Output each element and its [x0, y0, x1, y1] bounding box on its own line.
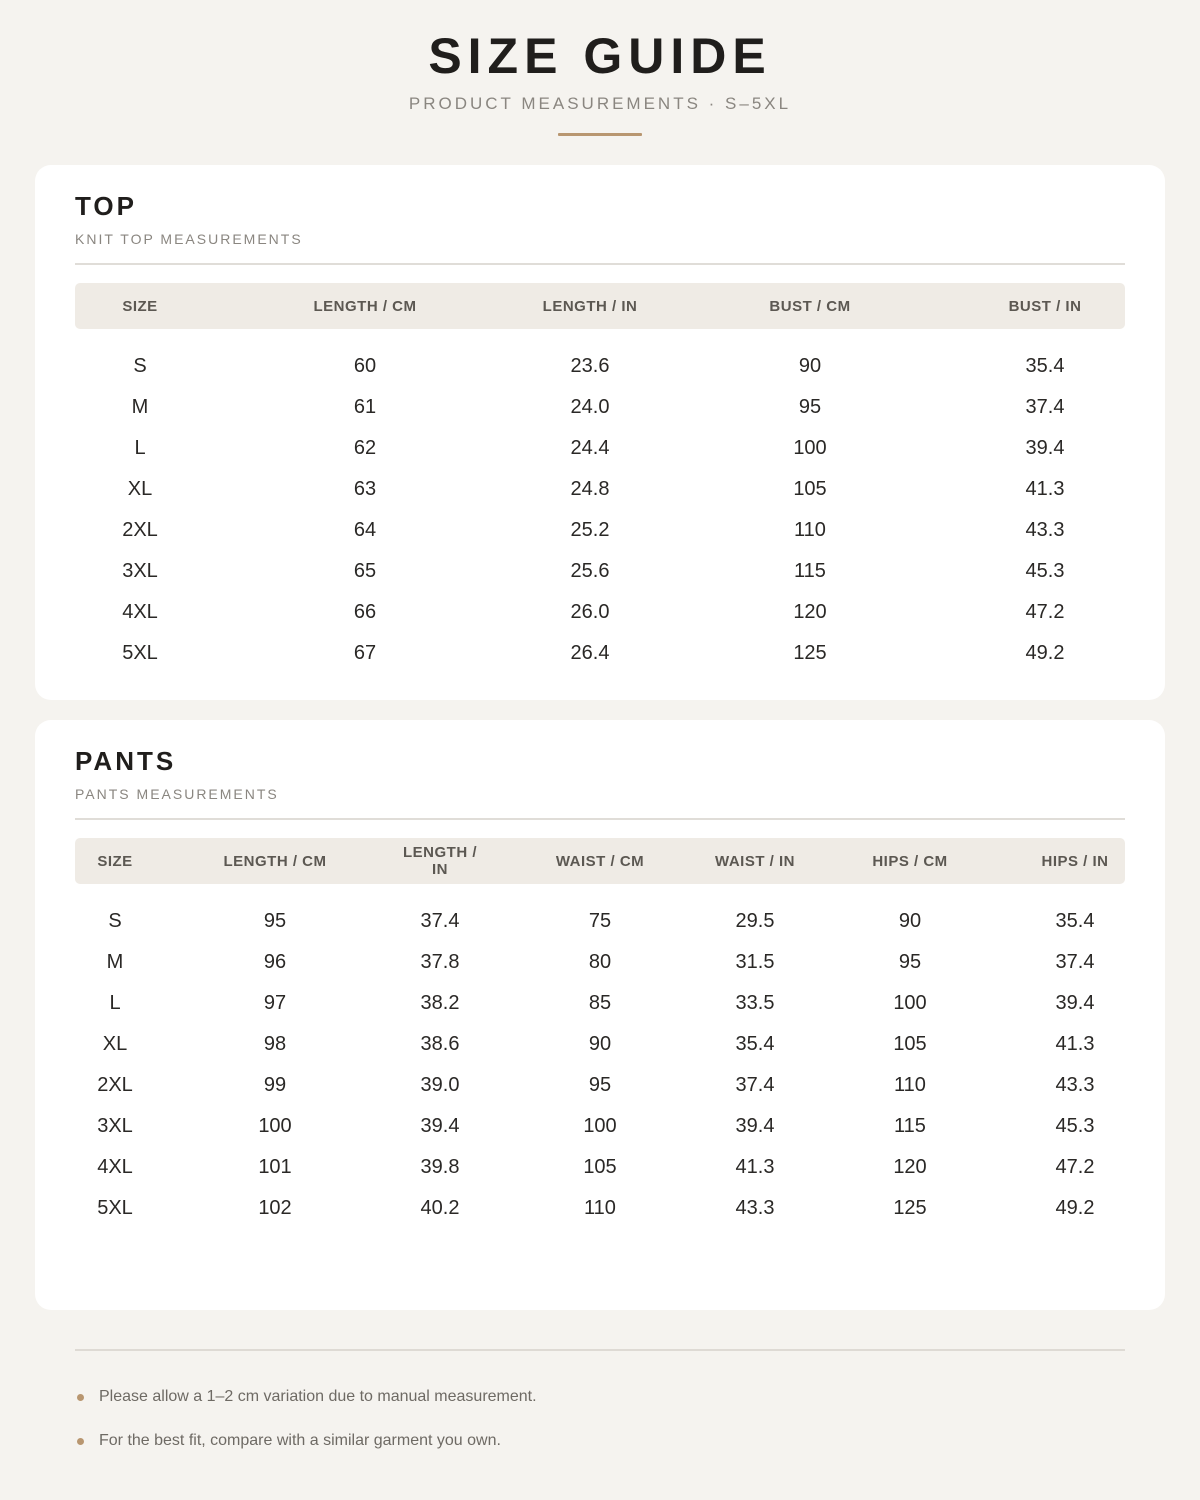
note-item — [77, 1387, 537, 1407]
measurement-cell: 23.6 — [570, 355, 610, 377]
table-row — [75, 1106, 1125, 1147]
measurement-cell: 41.3 — [1055, 1033, 1095, 1055]
measurement-cell: 67 — [353, 642, 377, 664]
measurement-cell: 99 — [263, 1074, 287, 1096]
column-header: LENGTH / CM — [313, 297, 417, 315]
size-cell: 4XL — [122, 601, 158, 623]
measurement-cell: 38.6 — [420, 1033, 460, 1055]
measurement-cell: 37.4 — [1025, 396, 1065, 418]
top-card — [35, 165, 1165, 700]
accent-divider — [558, 133, 642, 136]
note-item — [77, 1431, 501, 1451]
measurement-cell: 95 — [798, 396, 822, 418]
measurement-cell: 33.5 — [735, 992, 775, 1014]
measurement-cell: 29.5 — [735, 910, 775, 932]
pants-section-title: PANTS — [75, 746, 177, 776]
table-row — [75, 510, 1125, 551]
table-row — [75, 942, 1125, 983]
section-divider — [75, 818, 1125, 820]
measurement-cell: 39.8 — [420, 1156, 460, 1178]
measurement-cell: 47.2 — [1025, 601, 1065, 623]
measurement-cell: 75 — [588, 910, 612, 932]
measurement-cell: 97 — [263, 992, 287, 1014]
measurement-cell: 24.4 — [570, 437, 610, 459]
table-row — [75, 1024, 1125, 1065]
measurement-cell: 96 — [263, 951, 287, 973]
table-row — [75, 551, 1125, 592]
measurement-cell: 43.3 — [1025, 519, 1065, 541]
measurement-cell: 95 — [588, 1074, 612, 1096]
table-row — [75, 1147, 1125, 1188]
measurement-cell: 25.2 — [570, 519, 610, 541]
measurement-cell: 24.0 — [570, 396, 610, 418]
table-row — [75, 901, 1125, 942]
measurement-cell: 102 — [258, 1197, 292, 1219]
measurement-cell: 63 — [353, 478, 377, 500]
footer-divider — [75, 1349, 1125, 1351]
size-cell: S — [133, 355, 147, 377]
measurement-cell: 60 — [353, 355, 377, 377]
measurement-cell: 41.3 — [735, 1156, 775, 1178]
measurement-cell: 90 — [798, 355, 822, 377]
pants-card — [35, 720, 1165, 1310]
size-cell: M — [131, 396, 149, 418]
measurement-cell: 100 — [583, 1115, 617, 1137]
measurement-cell: 61 — [353, 396, 377, 418]
note-text: For the best fit, compare with a similar garment you own. — [99, 1432, 501, 1449]
measurement-cell: 95 — [898, 951, 922, 973]
table-row — [75, 983, 1125, 1024]
measurement-cell: 125 — [893, 1197, 927, 1219]
measurement-cell: 25.6 — [570, 560, 610, 582]
measurement-cell: 39.4 — [735, 1115, 775, 1137]
size-cell: 3XL — [97, 1115, 133, 1137]
table-row — [75, 1065, 1125, 1106]
measurement-cell: 37.4 — [1055, 951, 1095, 973]
size-cell: 4XL — [97, 1156, 133, 1178]
measurement-cell: 41.3 — [1025, 478, 1065, 500]
measurement-cell: 43.3 — [1055, 1074, 1095, 1096]
measurement-cell: 31.5 — [735, 951, 775, 973]
note-text: Please allow a 1–2 cm variation due to manual measurement. — [99, 1388, 537, 1405]
measurement-cell: 120 — [793, 601, 827, 623]
column-header: BUST / CM — [769, 297, 851, 315]
measurement-cell: 110 — [584, 1197, 616, 1219]
measurement-cell: 110 — [894, 1074, 926, 1096]
size-cell: XL — [102, 1033, 128, 1055]
measurement-cell: 100 — [793, 437, 827, 459]
measurement-cell: 100 — [258, 1115, 292, 1137]
column-header: LENGTH / IN — [542, 297, 638, 315]
measurement-cell: 101 — [258, 1156, 292, 1178]
measurement-cell: 45.3 — [1025, 560, 1065, 582]
column-header: SIZE — [97, 852, 133, 870]
measurement-cell: 115 — [894, 1115, 926, 1137]
table-row — [75, 428, 1125, 469]
measurement-cell: 39.0 — [420, 1074, 460, 1096]
measurement-cell: 105 — [793, 478, 827, 500]
measurement-cell: 98 — [263, 1033, 287, 1055]
table-row — [75, 469, 1125, 510]
top-table-header — [75, 283, 1125, 329]
measurement-cell: 35.4 — [1025, 355, 1065, 377]
table-row — [75, 633, 1125, 674]
measurement-cell: 110 — [794, 519, 826, 541]
page-title: SIZE GUIDE — [428, 28, 772, 84]
measurement-cell: 105 — [583, 1156, 617, 1178]
table-row — [75, 592, 1125, 633]
measurement-cell: 39.4 — [1055, 992, 1095, 1014]
measurement-cell: 35.4 — [735, 1033, 775, 1055]
top-section-subtitle: KNIT TOP MEASUREMENTS — [75, 231, 303, 247]
page-subtitle: PRODUCT MEASUREMENTS · S–5XL — [408, 94, 792, 113]
column-header: LENGTH / IN — [403, 844, 477, 878]
column-header: SIZE — [122, 297, 158, 315]
column-header: HIPS / CM — [872, 852, 948, 870]
table-row — [75, 387, 1125, 428]
page-header — [0, 0, 1200, 136]
pants-table-body — [75, 901, 1125, 1229]
table-row — [75, 1188, 1125, 1229]
measurement-cell: 66 — [353, 601, 377, 623]
measurement-cell: 39.4 — [420, 1115, 460, 1137]
measurement-cell: 125 — [793, 642, 827, 664]
measurement-cell: 47.2 — [1055, 1156, 1095, 1178]
measurement-cell: 105 — [893, 1033, 927, 1055]
measurement-cell: 80 — [588, 951, 612, 973]
pants-table-header — [75, 838, 1125, 884]
measurement-cell: 35.4 — [1055, 910, 1095, 932]
measurement-cell: 115 — [794, 560, 826, 582]
measurement-cell: 26.0 — [570, 601, 610, 623]
pants-section-subtitle: PANTS MEASUREMENTS — [75, 786, 279, 802]
size-cell: S — [108, 910, 122, 932]
measurement-cell: 100 — [893, 992, 927, 1014]
top-section-title: TOP — [75, 191, 137, 221]
measurement-cell: 45.3 — [1055, 1115, 1095, 1137]
measurement-cell: 65 — [353, 560, 377, 582]
measurement-cell: 49.2 — [1055, 1197, 1095, 1219]
measurement-cell: 90 — [898, 910, 922, 932]
bullet-icon — [77, 1394, 84, 1401]
section-divider — [75, 263, 1125, 265]
column-header: WAIST / CM — [555, 852, 645, 870]
measurement-cell: 90 — [588, 1033, 612, 1055]
size-cell: 2XL — [97, 1074, 133, 1096]
table-row — [75, 346, 1125, 387]
measurement-cell: 64 — [353, 519, 377, 541]
measurement-cell: 43.3 — [735, 1197, 775, 1219]
measurement-cell: 85 — [588, 992, 612, 1014]
column-header: WAIST / IN — [715, 852, 795, 870]
size-cell: XL — [127, 478, 153, 500]
measurement-cell: 62 — [353, 437, 377, 459]
measurement-cell: 37.4 — [420, 910, 460, 932]
size-cell: L — [109, 992, 121, 1014]
measurement-cell: 39.4 — [1025, 437, 1065, 459]
measurement-cell: 40.2 — [420, 1197, 460, 1219]
measurement-cell: 38.2 — [420, 992, 460, 1014]
top-table-body — [75, 346, 1125, 674]
size-cell: L — [134, 437, 146, 459]
column-header: LENGTH / CM — [223, 852, 327, 870]
measurement-cell: 37.4 — [735, 1074, 775, 1096]
measurement-cell: 26.4 — [570, 642, 610, 664]
size-cell: 2XL — [122, 519, 158, 541]
column-header: HIPS / IN — [1041, 852, 1109, 870]
measurement-cell: 95 — [263, 910, 287, 932]
size-cell: 3XL — [122, 560, 158, 582]
size-cell: 5XL — [97, 1197, 133, 1219]
bullet-icon — [77, 1438, 84, 1445]
measurement-cell: 37.8 — [420, 951, 460, 973]
size-cell: M — [106, 951, 124, 973]
column-header: BUST / IN — [1008, 297, 1082, 315]
size-cell: 5XL — [122, 642, 158, 664]
measurement-cell: 120 — [893, 1156, 927, 1178]
measurement-cell: 49.2 — [1025, 642, 1065, 664]
measurement-cell: 24.8 — [570, 478, 610, 500]
